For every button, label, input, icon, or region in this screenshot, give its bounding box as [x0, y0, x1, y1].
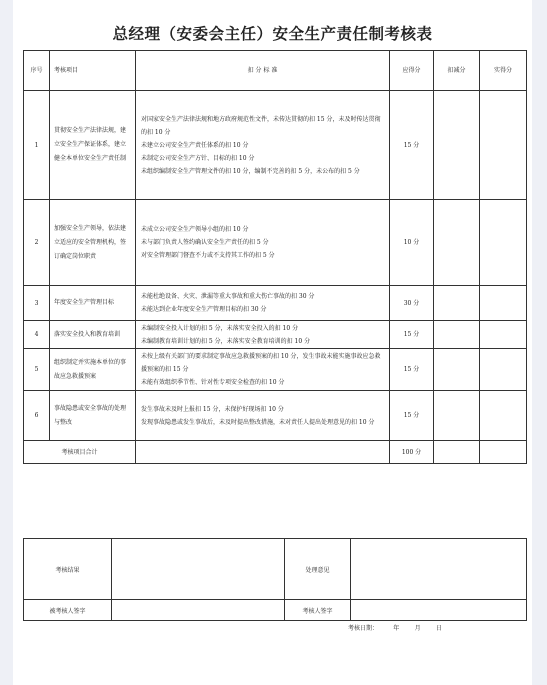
header-actual-score: 实得分 — [480, 51, 527, 91]
row-criteria — [136, 391, 390, 441]
row-due-score: 15 分 — [390, 391, 434, 441]
header-deduct-score: 扣减分 — [434, 51, 480, 91]
total-deduct-cell — [434, 441, 480, 464]
row-item: 组织制定并实施本单位的事故应急救援预案 — [50, 349, 136, 391]
assessor-signature-value — [351, 600, 527, 621]
assessee-signature-value — [112, 600, 285, 621]
date-day: 日 — [435, 625, 442, 632]
header-criteria: 扣 分 标 准 — [136, 51, 390, 91]
row-due-score: 15 分 — [390, 91, 434, 200]
result-value — [112, 539, 285, 600]
row-item: 年度安全生产管理目标 — [50, 286, 136, 321]
row-actual-cell — [480, 391, 527, 441]
table-row — [24, 321, 527, 349]
result-table — [23, 538, 527, 600]
row-item: 落实安全投入和教育培训 — [50, 321, 136, 349]
opinion-value — [351, 539, 527, 600]
criteria-line: 未建立公司安全生产责任体系的扣 10 分 — [141, 141, 249, 149]
total-row — [24, 441, 527, 464]
assessee-signature-label: 被考核人签字 — [24, 600, 112, 621]
criteria-line: 未编制教育培训计划的扣 5 分，未落实安全教育培训的扣 10 分 — [141, 337, 311, 345]
row-number: 4 — [24, 321, 50, 349]
row-item: 加强安全生产领导，依法建立适应的安全管理机构，签订确定岗位职责 — [50, 200, 136, 286]
row-item: 事故隐患或安全事故的处理与整改 — [50, 391, 136, 441]
row-due-score: 10 分 — [390, 200, 434, 286]
row-deduct-cell — [434, 349, 480, 391]
row-actual-cell — [480, 286, 527, 321]
row-deduct-cell — [434, 391, 480, 441]
row-deduct-cell — [434, 200, 480, 286]
table-row — [24, 286, 527, 321]
result-label: 考核结果 — [24, 539, 112, 600]
criteria-line: 未编制安全投入计划的扣 5 分，未落实安全投入的扣 10 分 — [141, 324, 299, 332]
header-no: 序号 — [24, 51, 50, 91]
header-item: 考核项目 — [50, 51, 136, 91]
row-deduct-cell — [434, 91, 480, 200]
assessment-date — [348, 623, 442, 632]
total-label: 考核项目合计 — [24, 441, 136, 464]
total-actual-cell — [480, 441, 527, 464]
row-actual-cell — [480, 321, 527, 349]
row-criteria — [136, 349, 390, 391]
signature-table — [23, 599, 527, 621]
total-criteria-cell — [136, 441, 390, 464]
criteria-line: 未能有效组织季节性、针对性专项安全检查的扣 10 分 — [141, 379, 285, 386]
row-due-score: 15 分 — [390, 349, 434, 391]
table-row — [24, 391, 527, 441]
criteria-line: 未与部门负责人签约确认安全生产责任的扣 5 分 — [141, 239, 269, 246]
row-number: 1 — [24, 91, 50, 200]
row-deduct-cell — [434, 286, 480, 321]
criteria-line: 未制定公司安全生产方针、目标的扣 10 分 — [141, 154, 255, 162]
date-label: 考核日期： — [348, 625, 379, 632]
criteria-line: 对安全管理部门督查不力或不支持其工作的扣 5 分 — [141, 252, 275, 259]
page-title: 总经理（安委会主任）安全生产责任制考核表 — [112, 25, 433, 43]
row-number: 3 — [24, 286, 50, 321]
criteria-line: 发生事故未及时上报扣 15 分，未保护好现场扣 10 分 — [141, 405, 284, 413]
row-deduct-cell — [434, 321, 480, 349]
row-criteria — [136, 286, 390, 321]
row-actual-cell — [480, 91, 527, 200]
criteria-line: 未成立公司安全生产领导小组的扣 10 分 — [141, 226, 249, 233]
row-number: 2 — [24, 200, 50, 286]
row-criteria — [136, 91, 390, 200]
date-month: 月 — [414, 625, 421, 632]
assessor-signature-label: 考核人签字 — [285, 600, 351, 621]
row-due-score: 30 分 — [390, 286, 434, 321]
total-score: 100 分 — [390, 441, 434, 464]
criteria-line: 未能杜绝设备、火灾、泄漏等重大事故和重大伤亡事故的扣 30 分 — [141, 293, 315, 300]
table-row — [24, 200, 527, 286]
assessment-table — [23, 50, 527, 464]
row-number: 6 — [24, 391, 50, 441]
criteria-line: 发现事故隐患或发生事故后，未及时提出整改措施，未对责任人提出处理意见的扣 10 分 — [141, 418, 375, 426]
criteria-line: 未按上级有关部门的要求制定事故应急救援预案的扣 10 分，发生事故未能实施事故应急救援预案的扣 15 分 — [141, 353, 381, 373]
opinion-label: 处理意见 — [285, 539, 351, 600]
row-due-score: 15 分 — [390, 321, 434, 349]
header-due-score: 应得分 — [390, 51, 434, 91]
criteria-line: 未能达到企业年度安全生产管理目标的扣 30 分 — [141, 306, 267, 313]
document-page — [13, 0, 532, 685]
criteria-line: 未组织编制安全生产管理文件的扣 10 分，编制不完善的扣 5 分，未公布的扣 5 分 — [141, 167, 360, 175]
criteria-line: 对国家安全生产法律法规和地方政府规范性文件，未传达贯彻的扣 15 分，未及时传达贯彻的扣 10 分 — [141, 115, 381, 136]
row-actual-cell — [480, 349, 527, 391]
table-row — [24, 91, 527, 200]
row-item: 贯彻安全生产法律法规，建立安全生产保证体系，建立健全本单位安全生产责任制 — [50, 91, 136, 200]
table-header-row — [24, 51, 527, 91]
row-actual-cell — [480, 200, 527, 286]
row-criteria — [136, 200, 390, 286]
row-number: 5 — [24, 349, 50, 391]
date-year: 年 — [393, 625, 400, 632]
row-criteria — [136, 321, 390, 349]
table-row — [24, 349, 527, 391]
